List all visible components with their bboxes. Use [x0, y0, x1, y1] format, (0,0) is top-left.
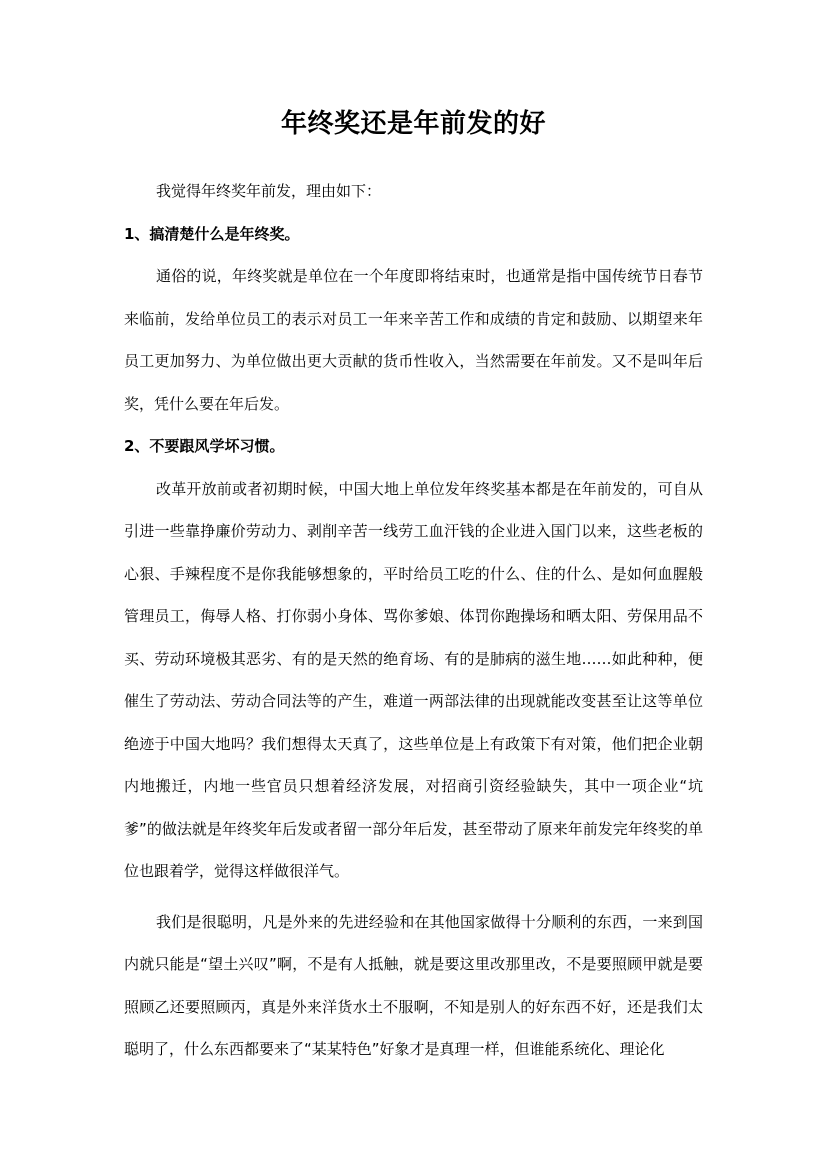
section-2-paragraph-1: 改革开放前或者初期时候，中国大地上单位发年终奖基本都是在年前发的，可自从引进一些靠挣廉价劳动力、剥削辛苦一线劳工血汗钱的企业进入国门以来，这些老板的心狠、手辣程度不是你我能够想象的，平时给员工吃的什么、住的什么、是如何血腥般管理员工，侮辱人格、打你弱小身体、骂你爹娘、体罚你跑操场和晒太阳、劳保用品不买、劳动环境极其恶劣、有的是天然的绝育场、有的是肺病的滋生地……如此种种，便催生了劳动法、劳动合同法等的产生，难道一两部法律的出现就能改变甚至让这等单位绝迹于中国大地吗？我们想得太天真了，这些单位是上有政策下有对策，他们把企业朝内地搬迁，内地一些官员只想着经济发展，对招商引资经验缺失，其中一项企业“坑爹”的做法就是年终奖年后发或者留一部分年后发，甚至带动了原来年前发完年终奖的单位也跟着学，觉得这样做很洋气。	[124, 479, 703, 880]
section-2-heading: 2、不要跟风学坏习惯。	[124, 437, 285, 455]
section-2-paragraph-2: 我们是很聪明，凡是外来的先进经验和在其他国家做得十分顺利的东西，一来到国内就只能是“望土兴叹”啊，不是有人抵触，就是要这里改那里改，不是要照顾甲就是要照顾乙还要照顾丙，真是外来洋货水土不服啊，不知是别人的好东西不好，还是我们太聪明了，什么东西都要来了“某某特色”好象才是真理一样，但谁能系统化、理论化	[124, 912, 703, 1058]
section-1-paragraph: 通俗的说，年终奖就是单位在一个年度即将结束时，也通常是指中国传统节日春节来临前，发给单位员工的表示对员工一年来辛苦工作和成绩的肯定和鼓励、以期望来年员工更加努力、为单位做出更大贡献的货币性收入，当然需要在年前发。又不是叫年后奖，凭什么要在年后发。	[124, 267, 703, 413]
intro-paragraph: 我觉得年终奖年前发，理由如下：	[156, 182, 382, 200]
page-title: 年终奖还是年前发的好	[280, 109, 546, 139]
section-1-heading: 1、搞清楚什么是年终奖。	[124, 224, 300, 243]
